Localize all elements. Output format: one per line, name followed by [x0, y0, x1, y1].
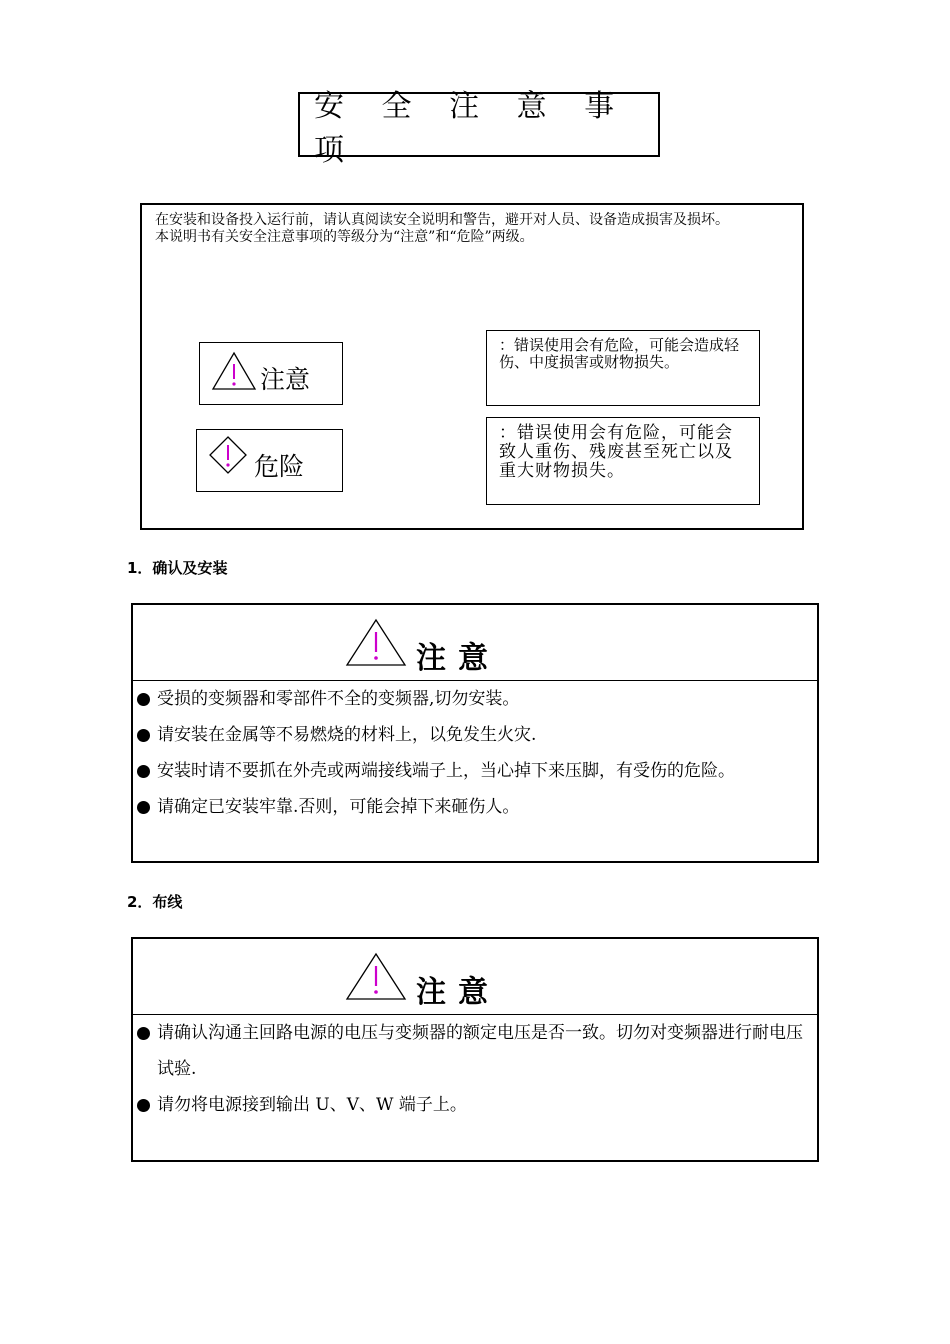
list-item: 受损的变频器和零部件不全的变频器,切勿安装。: [137, 681, 809, 717]
list-item: 请安装在金属等不易燃烧的材料上，以免发生火灾.: [137, 717, 809, 753]
title-box: [298, 88, 660, 168]
intro-line-1: 在安装和设备投入运行前，请认真阅读安全说明和警告，避开对人员、设备造成损害及损坏。: [155, 212, 729, 228]
danger-label: 危险: [254, 452, 305, 481]
bullet-dot-icon: [137, 801, 150, 814]
section-heading-wiring: 2．布线: [127, 893, 183, 911]
warning-triangle-icon: [345, 952, 407, 1002]
warning-diamond-icon: [208, 435, 248, 475]
intro-line-2: 本说明书有关安全注意事项的等级分为“注意”和“危险”两级。: [155, 229, 534, 245]
intro-text: [155, 212, 795, 246]
list-item: 请勿将电源接到输出 U、V、W 端子上。: [137, 1087, 809, 1123]
caution-description: ：错误使用会有危险，可能会造成轻伤、中度损害或财物损失。: [499, 336, 740, 371]
list-item: 请确认沟通主回路电源的电压与变频器的额定电压是否一致。切勿对变频器进行耐电压试验.: [137, 1015, 809, 1087]
caution-level-box: [199, 342, 343, 405]
notice-header: [133, 605, 817, 681]
intro-box: [140, 203, 804, 530]
bullet-dot-icon: [137, 1027, 150, 1040]
notice-list: [133, 681, 817, 825]
notice-title: 注意: [416, 641, 500, 676]
bullet-dot-icon: [137, 765, 150, 778]
notice-header: [133, 939, 817, 1015]
caution-label: 注意: [260, 365, 311, 394]
list-item: 安装时请不要抓在外壳或两端接线端子上，当心掉下来压脚，有受伤的危险。: [137, 753, 809, 789]
danger-description-box: [486, 417, 760, 505]
notice-box-install: [131, 603, 819, 863]
warning-triangle-icon: [345, 618, 407, 668]
bullet-dot-icon: [137, 729, 150, 742]
danger-level-box: [196, 429, 343, 492]
notice-box-wiring: [131, 937, 819, 1162]
bullet-dot-icon: [137, 1099, 150, 1112]
list-item: 请确定已安装牢靠.否则，可能会掉下来砸伤人。: [137, 789, 809, 825]
danger-description: ：错误使用会有危险，可能会致人重伤、残废甚至死亡以及重大财物损失。: [499, 423, 733, 481]
bullet-dot-icon: [137, 693, 150, 706]
section-heading-install: 1．确认及安装: [127, 559, 228, 577]
notice-list: [133, 1015, 817, 1123]
caution-description-box: [486, 330, 760, 406]
warning-triangle-icon: [211, 351, 257, 391]
page-title: 安 全 注 意 事 项: [314, 88, 629, 168]
notice-title: 注意: [416, 975, 500, 1010]
